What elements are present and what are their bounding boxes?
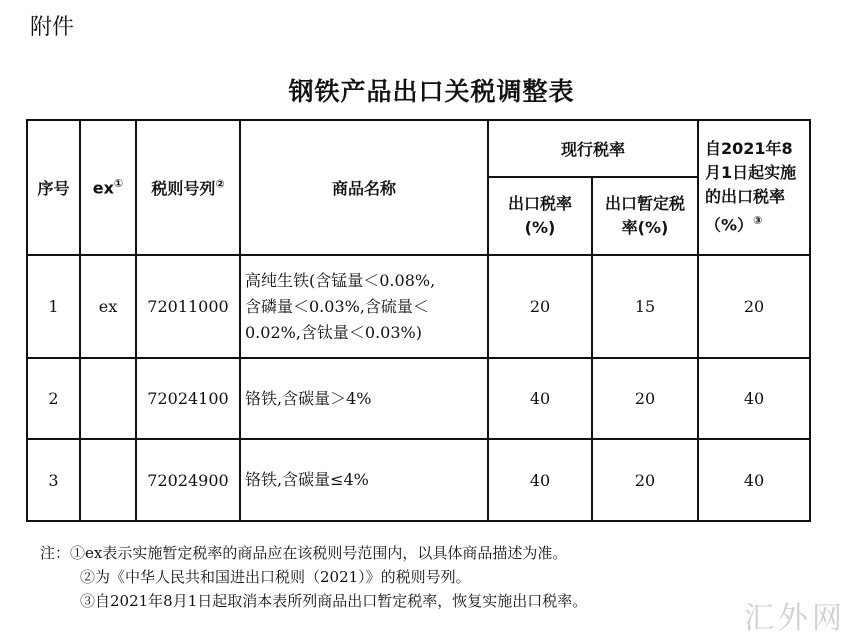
note-item: ②为《中华人民共和国进出口税则（2021）》的税则号列。: [80, 568, 471, 586]
header-seq: 序号: [27, 120, 80, 255]
cell-seq: 1: [27, 255, 80, 358]
header-provisional-rate: 出口暂定税率(%): [592, 177, 698, 255]
cell-name: 铬铁,含碳量＞4%: [240, 358, 488, 439]
cell-name: 铬铁,含碳量≤4%: [240, 439, 488, 521]
header-name: 商品名称: [240, 120, 488, 255]
cell-code: 72011000: [136, 255, 240, 358]
table-row: [27, 439, 810, 521]
cell-ex: [80, 358, 136, 439]
cell-ex: [80, 439, 136, 521]
table-row: [27, 358, 810, 439]
cell-export-rate: 40: [488, 358, 592, 439]
cell-provisional-rate: 15: [592, 255, 698, 358]
header-current-rate: 现行税率: [488, 120, 698, 177]
cell-new-rate: 40: [698, 439, 810, 521]
notes: [40, 541, 587, 613]
cell-provisional-rate: 20: [592, 358, 698, 439]
cell-provisional-rate: 20: [592, 439, 698, 521]
tariff-table: [26, 119, 811, 522]
table-row: [27, 255, 810, 358]
cell-code: 72024900: [136, 439, 240, 521]
note-item: 注：①ex表示实施暂定税率的商品应在该税则号范围内，以具体商品描述为准。: [40, 544, 568, 562]
header-code: 税则号列②: [136, 120, 240, 255]
attachment-label: 附件: [30, 15, 75, 40]
document-title: 钢铁产品出口关税调整表: [288, 77, 575, 106]
cell-new-rate: 20: [698, 255, 810, 358]
header-new-rate: 自2021年8月1日起实施的出口税率（%）③: [698, 120, 810, 255]
cell-export-rate: 40: [488, 439, 592, 521]
watermark: 汇外网: [744, 601, 846, 636]
cell-seq: 2: [27, 358, 80, 439]
header-ex: ex①: [80, 120, 136, 255]
header-export-rate: 出口税率(%): [488, 177, 592, 255]
cell-name: 高纯生铁(含锰量＜0.08%, 含磷量＜0.03%,含硫量＜ 0.02%,含钛量＜0.03%): [240, 255, 488, 358]
cell-export-rate: 20: [488, 255, 592, 358]
cell-seq: 3: [27, 439, 80, 521]
cell-code: 72024100: [136, 358, 240, 439]
cell-new-rate: 40: [698, 358, 810, 439]
cell-ex: ex: [80, 255, 136, 358]
note-item: ③自2021年8月1日起取消本表所列商品出口暂定税率，恢复实施出口税率。: [80, 592, 588, 610]
